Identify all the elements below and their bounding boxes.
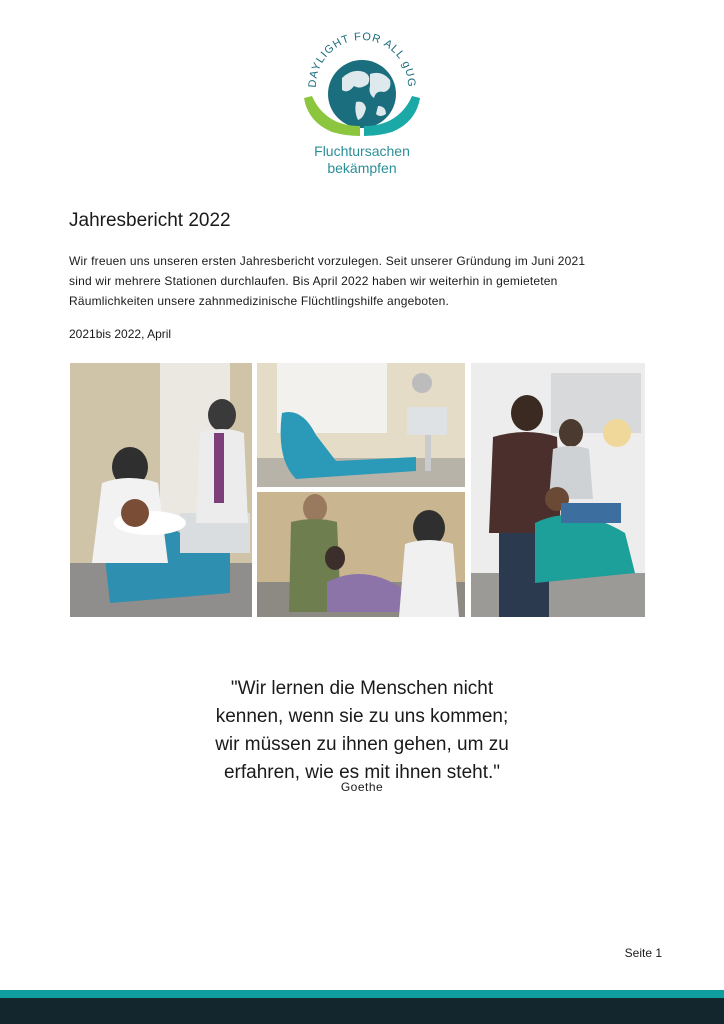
intro-line: Räumlichkeiten unsere zahnmedizinische Flüchtlingshilfe angeboten. bbox=[69, 294, 450, 308]
photo-child-treatment bbox=[471, 363, 645, 617]
quote-line: wir müssen zu ihnen gehen, um zu bbox=[215, 734, 509, 755]
quote-line: kennen, wenn sie zu uns kommen; bbox=[215, 706, 509, 727]
page-number: Seite 1 bbox=[624, 946, 662, 960]
report-title: Jahresbericht 2022 bbox=[69, 210, 231, 231]
footer-band bbox=[0, 998, 724, 1024]
globe-icon bbox=[328, 60, 396, 128]
quote-line: erfahren, wie es mit ihnen steht." bbox=[223, 762, 501, 783]
logo-arc-text: DAYLIGHT FOR ALL gUG bbox=[306, 30, 418, 88]
goethe-quote bbox=[160, 675, 564, 787]
intro-paragraph bbox=[69, 251, 659, 311]
globe-hands-emblem bbox=[296, 22, 428, 146]
report-period: 2021bis 2022, April bbox=[69, 327, 172, 341]
photo-patient-examination bbox=[257, 492, 465, 617]
organization-logo bbox=[296, 22, 428, 182]
intro-line: sind wir mehrere Stationen durchlaufen. Bis April 2022 haben wir weiterhin in gemieteten bbox=[69, 274, 558, 288]
logo-tagline-line2: bekämpfen bbox=[327, 160, 397, 176]
intro-line: Wir freuen uns unseren ersten Jahresbericht vorzulegen. Seit unserer Gründung im Juni 2021 bbox=[69, 254, 586, 268]
logo-tagline-line1: Fluchtursachen bbox=[314, 143, 410, 159]
quote-line: "Wir lernen die Menschen nicht bbox=[230, 678, 494, 699]
photo-dental-treatment bbox=[70, 363, 252, 617]
photo-dental-chair bbox=[257, 363, 465, 487]
quote-author: Goethe bbox=[340, 780, 384, 794]
footer-stripe bbox=[0, 990, 724, 998]
